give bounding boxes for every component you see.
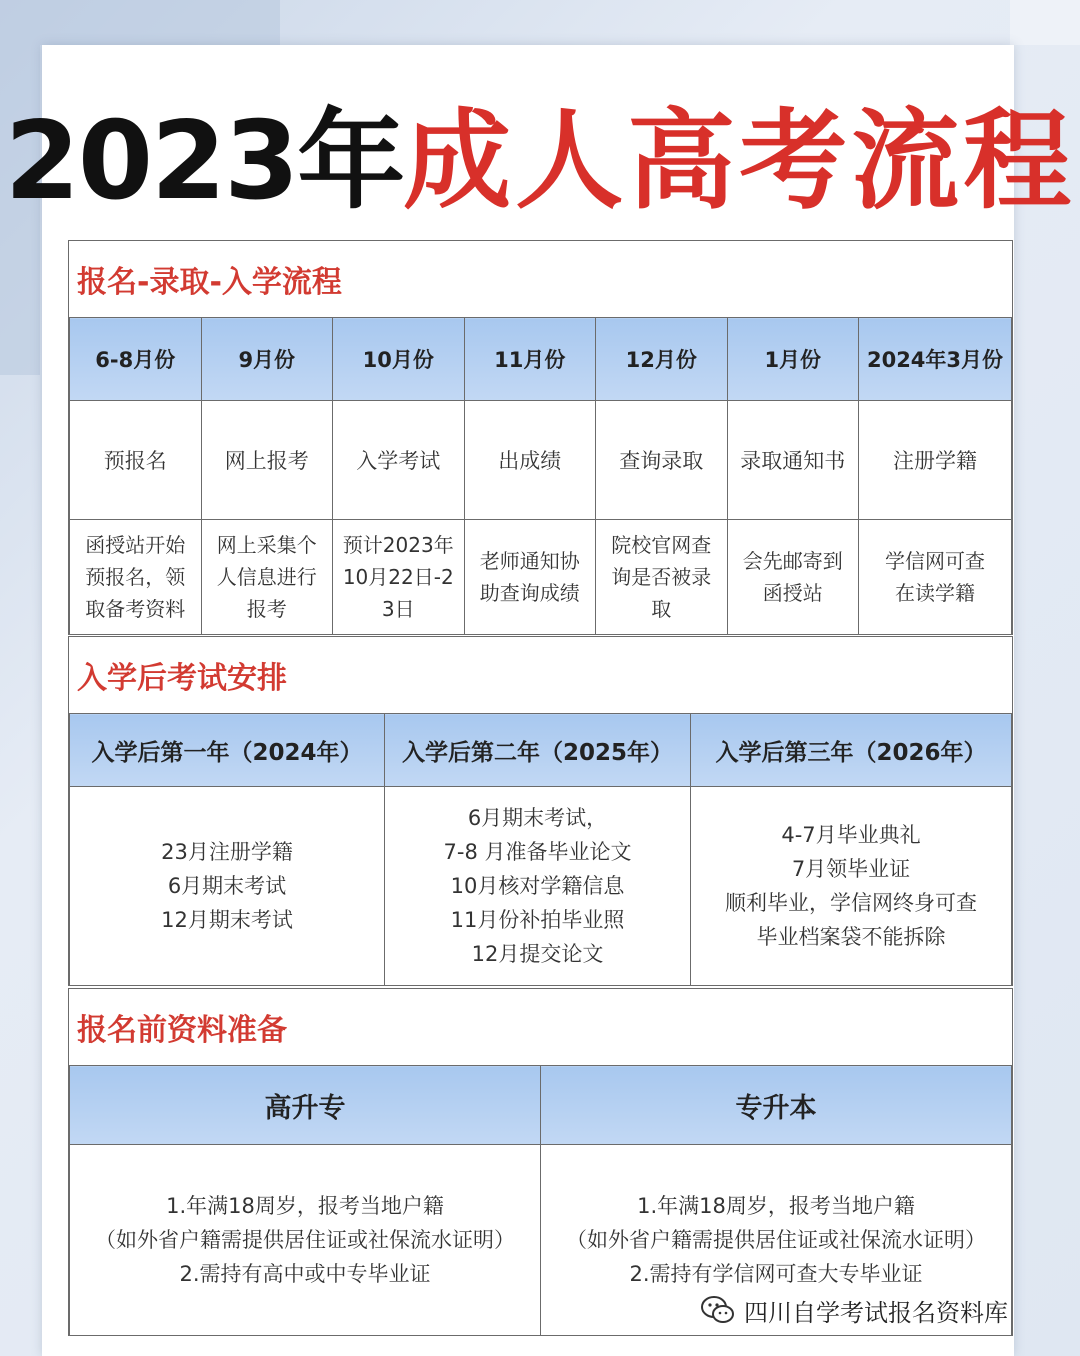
process-step: 注册学籍	[859, 401, 1012, 520]
exam-schedule-table	[69, 713, 1012, 986]
enrollment-process-table	[69, 317, 1012, 635]
cell-line: 2.需持有高中或中专毕业证	[179, 1262, 431, 1286]
page-title	[0, 86, 1080, 224]
step-description	[596, 520, 728, 635]
post-enrollment-exam-section	[68, 636, 1013, 986]
watermark-text: 四川自学考试报名资料库	[744, 1298, 1008, 1327]
month-header: 1月份	[727, 318, 859, 401]
process-step: 入学考试	[333, 401, 465, 520]
cell-line: 助查询成绩	[479, 581, 580, 605]
cell-line: 老师通知协	[479, 549, 580, 573]
enrollment-process-section	[68, 240, 1013, 635]
step-description	[727, 520, 859, 635]
background-shape	[0, 0, 280, 45]
cell-line: 6月期末考试	[167, 874, 287, 898]
watermark	[700, 1290, 1008, 1330]
cell-line: 毕业档案袋不能拆除	[756, 925, 946, 949]
cell-line: 取备考资料	[85, 597, 186, 621]
cell-line: 7-8 月准备毕业论文	[443, 840, 632, 864]
cell-line: 函授站	[762, 581, 823, 605]
month-header: 10月份	[333, 318, 465, 401]
document-preparation-section	[68, 988, 1013, 1336]
cell-line: 函授站开始	[85, 533, 186, 557]
program-header: 专升本	[541, 1066, 1012, 1145]
year-header: 入学后第二年（2025年）	[385, 714, 691, 787]
step-description	[859, 520, 1012, 635]
wechat-icon	[700, 1295, 736, 1325]
step-description	[464, 520, 596, 635]
year-schedule	[691, 787, 1012, 986]
cell-line: （如外省户籍需提供居住证或社保流水证明）	[566, 1228, 986, 1252]
cell-line: 4-7月毕业典礼	[781, 823, 921, 847]
year-header: 入学后第一年（2024年）	[70, 714, 385, 787]
cell-line: 报考	[246, 597, 287, 621]
title-year: 2023年	[4, 98, 404, 224]
cell-line: 取	[651, 597, 672, 621]
cell-line: 6月期末考试，	[467, 806, 608, 830]
cell-line: 学信网可查	[885, 549, 985, 573]
cell-line: 会先邮寄到	[742, 549, 843, 573]
section-heading: 报名-录取-入学流程	[69, 240, 1012, 317]
cell-line: 7月领毕业证	[791, 857, 911, 881]
cell-line: 预报名，领	[85, 565, 186, 589]
cell-line: 人信息进行	[216, 565, 317, 589]
month-header: 9月份	[201, 318, 333, 401]
process-step: 预报名	[70, 401, 202, 520]
cell-line: （如外省户籍需提供居住证或社保流水证明）	[95, 1228, 515, 1252]
cell-line: 顺利毕业，学信网终身可查	[725, 891, 977, 915]
process-step: 出成绩	[464, 401, 596, 520]
cell-line: 预计2023年	[342, 533, 454, 557]
background-shape	[1010, 0, 1080, 45]
year-schedule	[385, 787, 691, 986]
cell-line: 3日	[381, 597, 415, 621]
cell-line: 23月注册学籍	[161, 840, 293, 864]
section-heading: 入学后考试安排	[69, 636, 1012, 713]
step-description	[201, 520, 333, 635]
step-description	[333, 520, 465, 635]
cell-line: 10月核对学籍信息	[450, 874, 625, 898]
requirements-list	[70, 1145, 541, 1336]
month-header: 2024年3月份	[859, 318, 1012, 401]
process-step: 查询录取	[596, 401, 728, 520]
year-schedule	[70, 787, 385, 986]
program-header: 高升专	[70, 1066, 541, 1145]
cell-line: 1.年满18周岁，报考当地户籍	[166, 1194, 444, 1218]
step-description	[70, 520, 202, 635]
section-heading: 报名前资料准备	[69, 988, 1012, 1065]
month-header: 12月份	[596, 318, 728, 401]
cell-line: 12月提交论文	[471, 942, 604, 966]
month-header: 11月份	[464, 318, 596, 401]
cell-line: 院校官网查	[611, 533, 712, 557]
cell-line: 12月期末考试	[161, 908, 293, 932]
cell-line: 询是否被录	[611, 565, 712, 589]
process-step: 网上报考	[201, 401, 333, 520]
cell-line: 网上采集个	[216, 533, 317, 557]
month-header: 6-8月份	[70, 318, 202, 401]
title-main: 成人高考流程	[403, 98, 1076, 224]
process-step: 录取通知书	[727, 401, 859, 520]
cell-line: 11月份补拍毕业照	[450, 908, 625, 932]
cell-line: 1.年满18周岁，报考当地户籍	[637, 1194, 915, 1218]
cell-line: 2.需持有学信网可查大专毕业证	[629, 1262, 923, 1286]
cell-line: 在读学籍	[895, 581, 975, 605]
cell-line: 10月22日-2	[342, 565, 454, 589]
year-header: 入学后第三年（2026年）	[691, 714, 1012, 787]
